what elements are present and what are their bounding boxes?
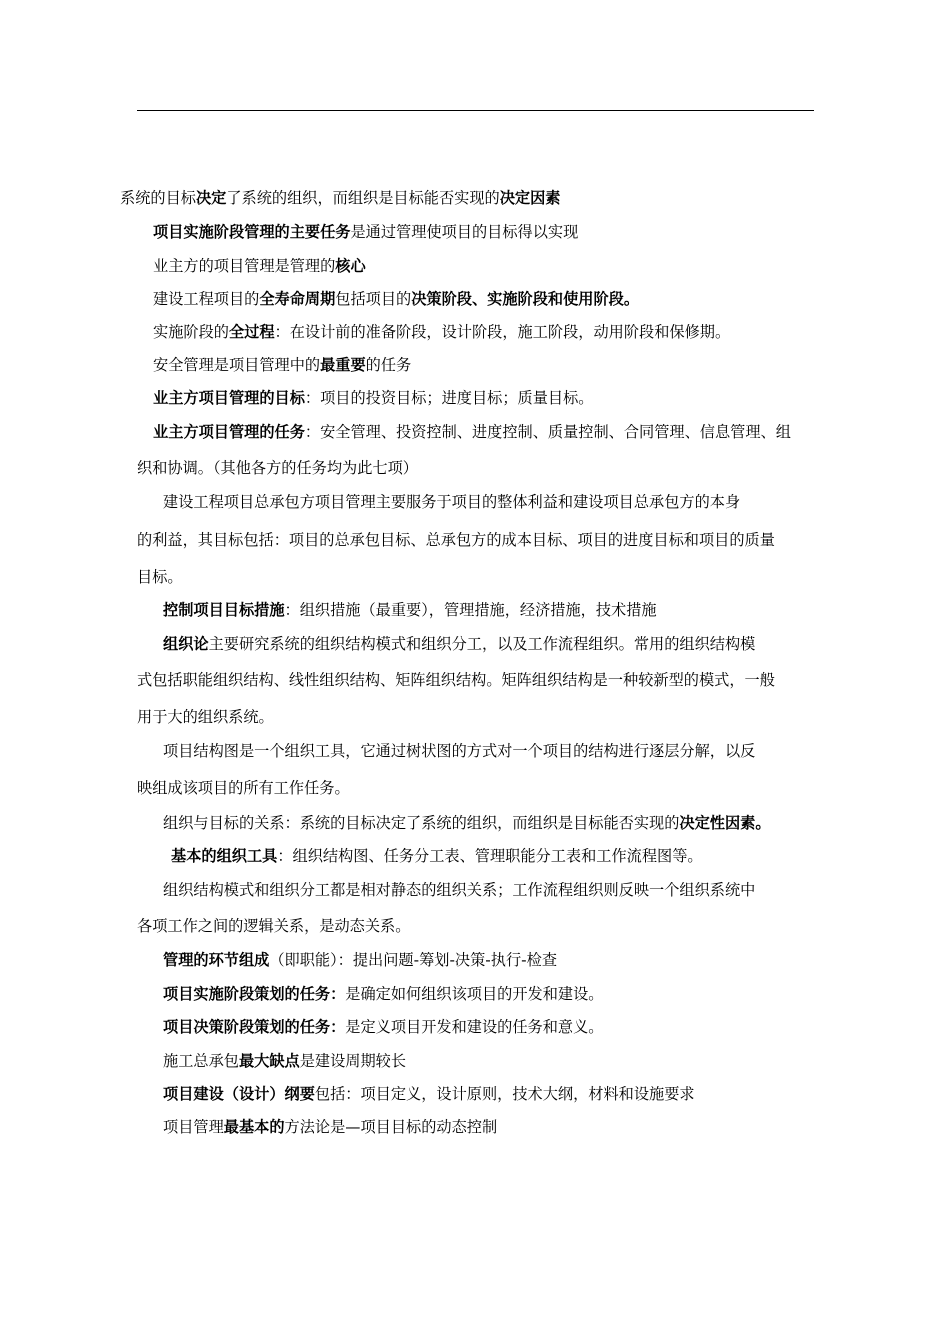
bold-text-run: 控制项目目标措施: [163, 601, 285, 619]
text-run: 映组成该项目的所有工作任务。: [137, 779, 350, 797]
text-run: 施工总承包: [163, 1052, 239, 1070]
text-run: ：组织措施（最重要），管理措施，经济措施，技术措施: [284, 601, 657, 619]
bold-text-run: 项目建设（设计）纲要: [163, 1085, 315, 1103]
text-run: 是定义项目开发和建设的任务和意义。: [345, 1018, 604, 1036]
text-run: 各项工作之间的逻辑关系，是动态关系。: [137, 917, 411, 935]
bold-text-run: 项目决策阶段策划的任务：: [163, 1018, 346, 1036]
text-run: 是建设周期较长: [299, 1052, 406, 1070]
paragraph-line: [137, 668, 775, 692]
bold-text-run: 最大缺点: [238, 1052, 300, 1070]
paragraph-line: [119, 186, 560, 210]
paragraph-line: [163, 598, 657, 622]
text-run: 是通过管理使项目的目标得以实现: [350, 223, 579, 241]
bold-text-run: 全过程: [228, 323, 275, 341]
paragraph-line: [163, 1049, 406, 1073]
text-run: ：项目的投资目标；进度目标；质量目标。: [304, 389, 594, 407]
text-run: 目标。: [137, 568, 183, 586]
paragraph-line: [163, 982, 603, 1006]
text-run: 建设工程项目的: [153, 290, 260, 308]
bold-text-run: 项目实施阶段管理的主要任务: [153, 223, 351, 241]
bold-text-run: 最基本的: [223, 1118, 285, 1136]
paragraph-line: [163, 1015, 603, 1039]
text-run: ：组织结构图、任务分工表、管理职能分工表和工作流程图等。: [277, 847, 703, 865]
paragraph-line: [171, 844, 703, 868]
paragraph-line: [153, 287, 639, 311]
text-run: 项目结构图是一个组织工具，它通过树状图的方式对一个项目的结构进行逐层分解，以反: [163, 742, 756, 760]
text-run: 的利益，其目标包括：项目的总承包目标、总承包方的成本目标、项目的进度目标和项目的质量: [137, 531, 775, 549]
header-rule: [137, 110, 814, 111]
text-run: 包括：项目定义，设计原则，技术大纲，材料和设施要求: [314, 1085, 695, 1103]
bold-text-run: 基本的组织工具: [171, 847, 278, 865]
bold-text-run: 项目实施阶段策划的任务：: [163, 985, 346, 1003]
bold-text-run: 决定因素: [499, 189, 561, 207]
text-run: 组织结构模式和组织分工都是相对静态的组织关系；工作流程组织则反映一个组织系统中: [163, 881, 756, 899]
text-run: 安全管理是项目管理中的: [153, 356, 321, 374]
text-run: 织和协调。（其他各方的任务均为此七项）: [137, 459, 418, 477]
paragraph-line: [163, 948, 557, 972]
paragraph-line: [153, 420, 791, 444]
text-run: ：在设计前的准备阶段，设计阶段，施工阶段，动用阶段和保修期。: [274, 323, 731, 341]
bold-text-run: 管理的环节组成: [163, 951, 270, 969]
paragraph-line: [153, 254, 366, 278]
text-run: 实施阶段的: [153, 323, 229, 341]
paragraph-line: [153, 220, 578, 244]
text-run: 建设工程项目总承包方项目管理主要服务于项目的整体利益和建设项目总承包方的本身: [163, 493, 741, 511]
paragraph-line: [153, 386, 593, 410]
paragraph-line: [153, 320, 730, 344]
bold-text-run: 全寿命周期: [259, 290, 336, 308]
paragraph-line: [137, 914, 410, 938]
bold-text-run: 决定性因素。: [679, 814, 771, 832]
paragraph-line: [163, 739, 755, 763]
paragraph-line: [137, 705, 274, 729]
bold-text-run: 组织论: [163, 635, 209, 653]
paragraph-line: [163, 1115, 497, 1139]
paragraph-line: [137, 456, 418, 480]
text-run: 项目管理: [163, 1118, 224, 1136]
paragraph-line: [163, 878, 755, 902]
text-run: 包括项目的: [335, 290, 412, 308]
text-run: 主要研究系统的组织结构模式和组织分工，以及工作流程组织。常用的组织结构模: [208, 635, 756, 653]
text-run: 的任务: [365, 356, 412, 374]
bold-text-run: 核心: [335, 257, 366, 275]
text-run: 式包括职能组织结构、线性组织结构、矩阵组织结构。矩阵组织结构是一种较新型的模式，一般: [137, 671, 775, 689]
text-run: 是确定如何组织该项目的开发和建设。: [345, 985, 604, 1003]
paragraph-line: [163, 811, 771, 835]
text-run: ：安全管理、投资控制、进度控制、质量控制、合同管理、信息管理、组: [304, 423, 791, 441]
text-run: 了系统的组织，而组织是目标能否实现的: [226, 189, 500, 207]
bold-text-run: 决定: [195, 189, 227, 207]
bold-text-run: 决策阶段、实施阶段和使用阶段。: [411, 290, 639, 308]
text-run: 系统的目标: [120, 189, 196, 207]
paragraph-line: [153, 353, 411, 377]
text-run: 方法论是—项目目标的动态控制: [284, 1118, 498, 1136]
text-run: （即职能）：提出问题-筹划-决策-执行-检查: [269, 951, 558, 969]
paragraph-line: [137, 565, 183, 589]
text-run: 用于大的组织系统。: [137, 708, 274, 726]
bold-text-run: 业主方项目管理的任务: [153, 423, 305, 441]
text-run: 业主方的项目管理是管理的: [153, 257, 336, 275]
bold-text-run: 业主方项目管理的目标: [153, 389, 305, 407]
paragraph-line: [137, 776, 350, 800]
paragraph-line: [137, 528, 775, 552]
paragraph-line: [163, 490, 740, 514]
bold-text-run: 最重要: [320, 356, 366, 374]
text-run: 组织与目标的关系：系统的目标决定了系统的组织，而组织是目标能否实现的: [163, 814, 680, 832]
paragraph-line: [163, 632, 755, 656]
paragraph-line: [163, 1082, 695, 1106]
